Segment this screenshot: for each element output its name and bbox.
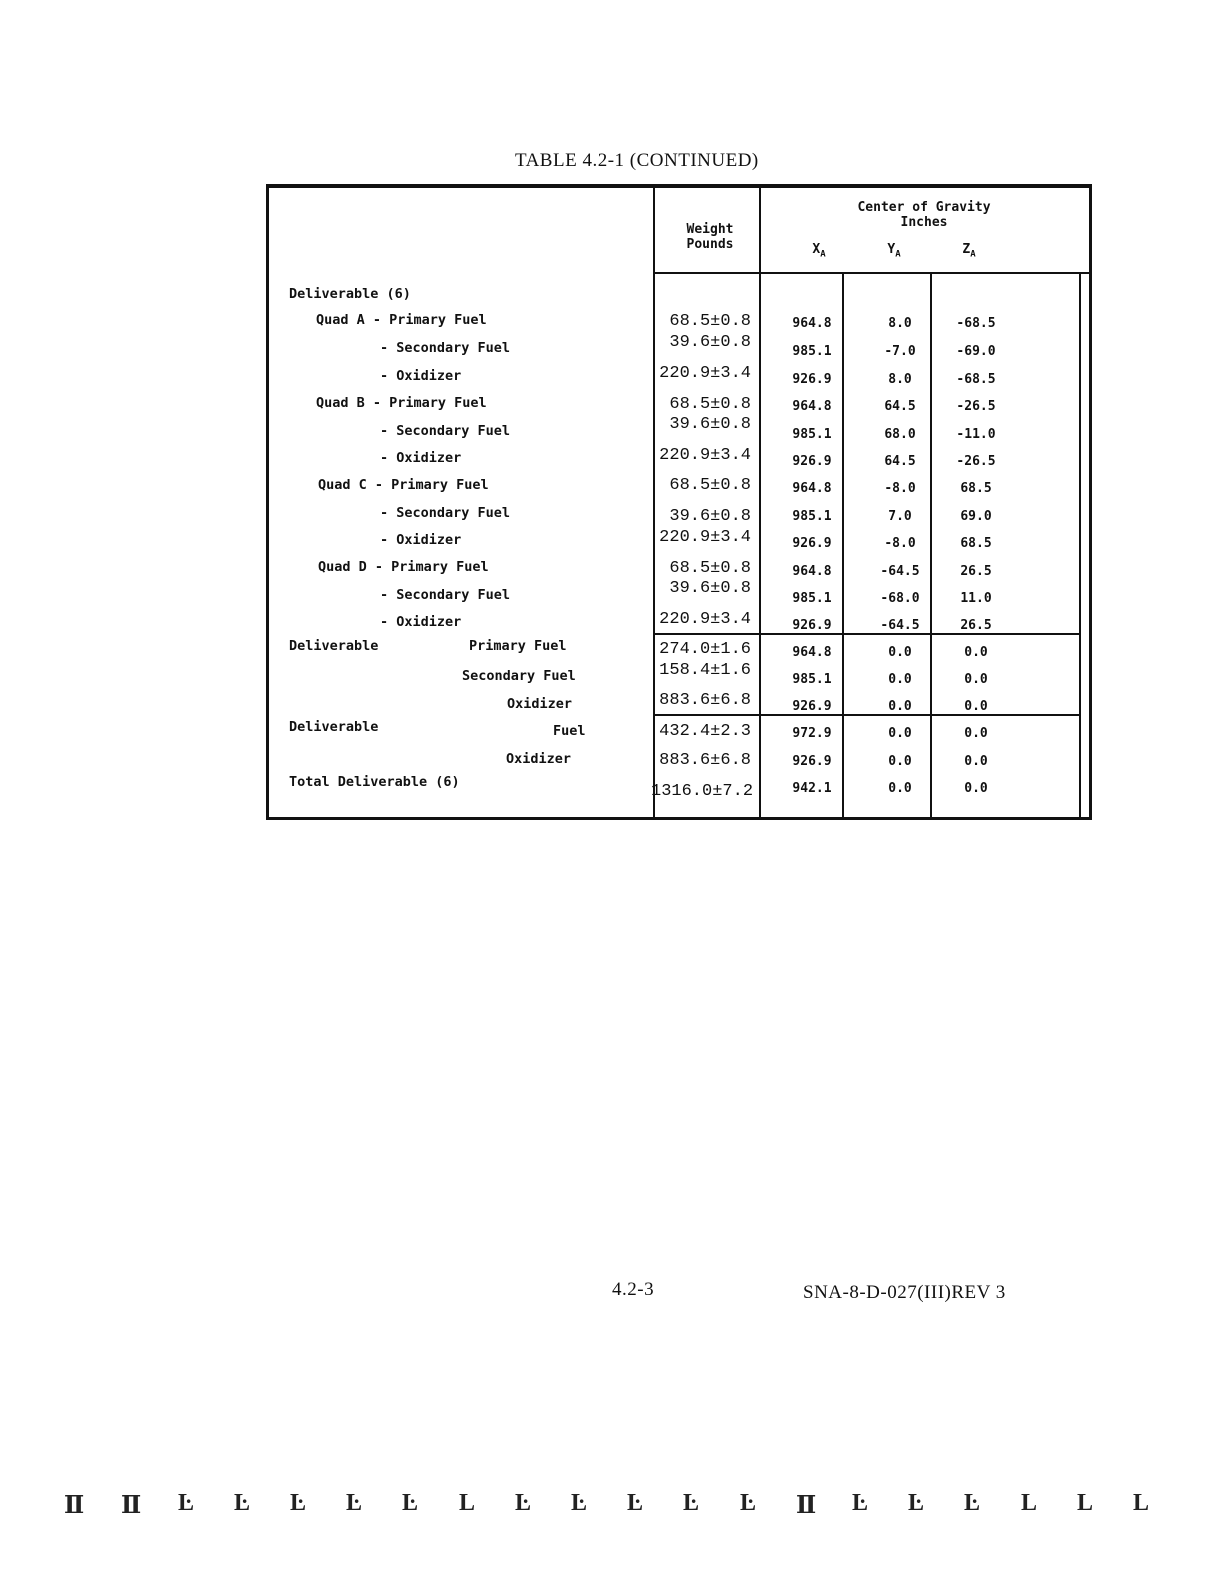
row-label: Secondary Fuel xyxy=(462,668,576,684)
scan-mark: Ŀ xyxy=(234,1490,251,1516)
z-cell: 69.0 xyxy=(960,509,992,524)
row-label: Oxidizer xyxy=(507,696,573,712)
x-cell: 985.1 xyxy=(792,427,832,442)
y-cell: 7.0 xyxy=(888,509,912,524)
z-cell: 0.0 xyxy=(964,645,988,660)
weight-cell: 158.4±1.6 xyxy=(659,661,751,680)
y-cell: -8.0 xyxy=(884,481,916,496)
scan-mark: L xyxy=(1133,1490,1150,1516)
scan-mark: Ŀ xyxy=(683,1490,700,1516)
z-axis-header xyxy=(949,242,989,260)
scan-mark: Ŀ xyxy=(178,1490,195,1516)
x-cell: 926.9 xyxy=(792,536,832,551)
y-cell: 0.0 xyxy=(888,672,912,687)
y-cell: 64.5 xyxy=(884,399,916,414)
scan-mark: Ⅱ xyxy=(796,1493,817,1519)
x-cell: 964.8 xyxy=(792,564,832,579)
z-cell: -26.5 xyxy=(956,399,996,414)
z-cell: 0.0 xyxy=(964,754,988,769)
x-header-sub: A xyxy=(820,249,826,260)
rule-header-bottom xyxy=(653,272,1090,274)
x-cell: 964.8 xyxy=(792,399,832,414)
weight-cell: 68.5±0.8 xyxy=(669,476,751,495)
cg-header xyxy=(769,200,1079,230)
row-label: Quad C - Primary Fuel xyxy=(318,477,489,493)
x-cell: 985.1 xyxy=(792,672,832,687)
z-cell: 26.5 xyxy=(960,618,992,633)
y-cell: -7.0 xyxy=(884,344,916,359)
x-cell: 985.1 xyxy=(792,344,832,359)
weight-cell: 39.6±0.8 xyxy=(669,333,751,352)
row-label: - Secondary Fuel xyxy=(380,587,511,603)
row-label: Deliverable xyxy=(289,638,379,654)
y-cell: 0.0 xyxy=(888,726,912,741)
z-cell: -69.0 xyxy=(956,344,996,359)
row-label: Total Deliverable (6) xyxy=(289,774,460,790)
row-label: - Secondary Fuel xyxy=(380,340,511,356)
row-label: Quad B - Primary Fuel xyxy=(316,395,487,411)
x-cell: 926.9 xyxy=(792,754,832,769)
weight-cell: 220.9±3.4 xyxy=(659,364,751,383)
z-cell: 0.0 xyxy=(964,672,988,687)
row-label: Quad D - Primary Fuel xyxy=(318,559,489,575)
z-cell: 68.5 xyxy=(960,481,992,496)
y-cell: -68.0 xyxy=(880,591,920,606)
weight-cell: 39.6±0.8 xyxy=(669,507,751,526)
z-cell: -26.5 xyxy=(956,454,996,469)
y-cell: -8.0 xyxy=(884,536,916,551)
row-label: Quad A - Primary Fuel xyxy=(316,312,487,328)
x-cell: 942.1 xyxy=(792,781,832,796)
scan-mark: Ŀ xyxy=(852,1490,869,1516)
row-label: Oxidizer xyxy=(506,751,572,767)
x-cell: 926.9 xyxy=(792,372,832,387)
z-header-sub: A xyxy=(970,249,976,260)
rule-z-right xyxy=(1079,274,1081,818)
scan-mark: Ŀ xyxy=(740,1490,757,1516)
weight-header-line1: Weight xyxy=(686,222,734,237)
x-cell: 964.8 xyxy=(792,316,832,331)
rule-section-2 xyxy=(653,714,1081,716)
weight-cell: 39.6±0.8 xyxy=(669,579,751,598)
y-cell: -64.5 xyxy=(880,564,920,579)
scan-mark: Ŀ xyxy=(402,1490,419,1516)
weight-cell: 432.4±2.3 xyxy=(659,722,751,741)
weight-header xyxy=(665,222,755,252)
weight-cell: 68.5±0.8 xyxy=(669,559,751,578)
scan-mark: Ⅱ xyxy=(64,1493,85,1519)
scan-mark: Ŀ xyxy=(346,1490,363,1516)
row-sublabel: Primary Fuel xyxy=(469,638,567,654)
scan-mark: L xyxy=(459,1490,476,1516)
y-cell: 0.0 xyxy=(888,699,912,714)
row-label: - Secondary Fuel xyxy=(380,423,511,439)
z-cell: 0.0 xyxy=(964,726,988,741)
page-number: 4.2-3 xyxy=(612,1279,655,1300)
scan-mark: L xyxy=(1021,1490,1038,1516)
z-cell: 0.0 xyxy=(964,699,988,714)
y-cell: 68.0 xyxy=(884,427,916,442)
x-cell: 926.9 xyxy=(792,699,832,714)
x-cell: 964.8 xyxy=(792,481,832,496)
z-cell: 11.0 xyxy=(960,591,992,606)
z-cell: -11.0 xyxy=(956,427,996,442)
row-sublabel: Fuel xyxy=(553,723,586,739)
x-cell: 985.1 xyxy=(792,509,832,524)
z-cell: -68.5 xyxy=(956,372,996,387)
row-label: - Oxidizer xyxy=(380,614,462,630)
row-label: Deliverable (6) xyxy=(289,286,411,302)
y-cell: 8.0 xyxy=(888,316,912,331)
scan-mark: Ŀ xyxy=(290,1490,307,1516)
weight-cell: 883.6±6.8 xyxy=(659,691,751,710)
weight-cell: 220.9±3.4 xyxy=(659,610,751,629)
z-cell: -68.5 xyxy=(956,316,996,331)
row-label: - Oxidizer xyxy=(380,368,462,384)
row-label: Deliverable xyxy=(289,719,379,735)
cg-header-line1: Center of Gravity xyxy=(857,200,991,215)
document-id: SNA-8-D-027(III)REV 3 xyxy=(803,1282,1006,1303)
weight-cell: 883.6±6.8 xyxy=(659,751,751,770)
y-cell: 0.0 xyxy=(888,781,912,796)
weight-cell: 220.9±3.4 xyxy=(659,528,751,547)
y-cell: 0.0 xyxy=(888,645,912,660)
z-cell: 0.0 xyxy=(964,781,988,796)
y-header-letter: Y xyxy=(887,242,896,257)
x-axis-header xyxy=(799,242,839,260)
scan-mark: Ŀ xyxy=(627,1490,644,1516)
scan-mark: Ⅱ xyxy=(121,1493,142,1519)
y-axis-header xyxy=(874,242,914,260)
x-header-letter: X xyxy=(812,242,821,257)
z-cell: 68.5 xyxy=(960,536,992,551)
y-cell: 0.0 xyxy=(888,754,912,769)
y-header-sub: A xyxy=(895,249,901,260)
z-header-letter: Z xyxy=(962,242,971,257)
table-caption: TABLE 4.2-1 (CONTINUED) xyxy=(515,150,759,171)
weight-cell: 274.0±1.6 xyxy=(659,640,751,659)
x-cell: 964.8 xyxy=(792,645,832,660)
rule-weight-x xyxy=(759,188,761,818)
row-label: - Oxidizer xyxy=(380,532,462,548)
weight-cell: 68.5±0.8 xyxy=(669,312,751,331)
cg-header-line2: Inches xyxy=(900,215,948,230)
scan-mark: Ŀ xyxy=(964,1490,981,1516)
weight-cell: 68.5±0.8 xyxy=(669,395,751,414)
y-cell: 8.0 xyxy=(888,372,912,387)
x-cell: 926.9 xyxy=(792,618,832,633)
scan-margin-marks xyxy=(60,1490,1160,1520)
rule-section-1 xyxy=(653,633,1081,635)
y-cell: 64.5 xyxy=(884,454,916,469)
scan-mark: Ŀ xyxy=(515,1490,532,1516)
x-cell: 926.9 xyxy=(792,454,832,469)
x-cell: 972.9 xyxy=(792,726,832,741)
data-table xyxy=(266,184,1092,820)
weight-cell: 1316.0±7.2 xyxy=(651,782,754,801)
row-label: - Secondary Fuel xyxy=(380,505,511,521)
scan-mark: Ŀ xyxy=(908,1490,925,1516)
y-cell: -64.5 xyxy=(880,618,920,633)
weight-cell: 39.6±0.8 xyxy=(669,415,751,434)
scan-mark: L xyxy=(1077,1490,1094,1516)
weight-cell: 220.9±3.4 xyxy=(659,446,751,465)
row-label: - Oxidizer xyxy=(380,450,462,466)
z-cell: 26.5 xyxy=(960,564,992,579)
scan-mark: Ŀ xyxy=(571,1490,588,1516)
x-cell: 985.1 xyxy=(792,591,832,606)
weight-header-line2: Pounds xyxy=(686,237,734,252)
